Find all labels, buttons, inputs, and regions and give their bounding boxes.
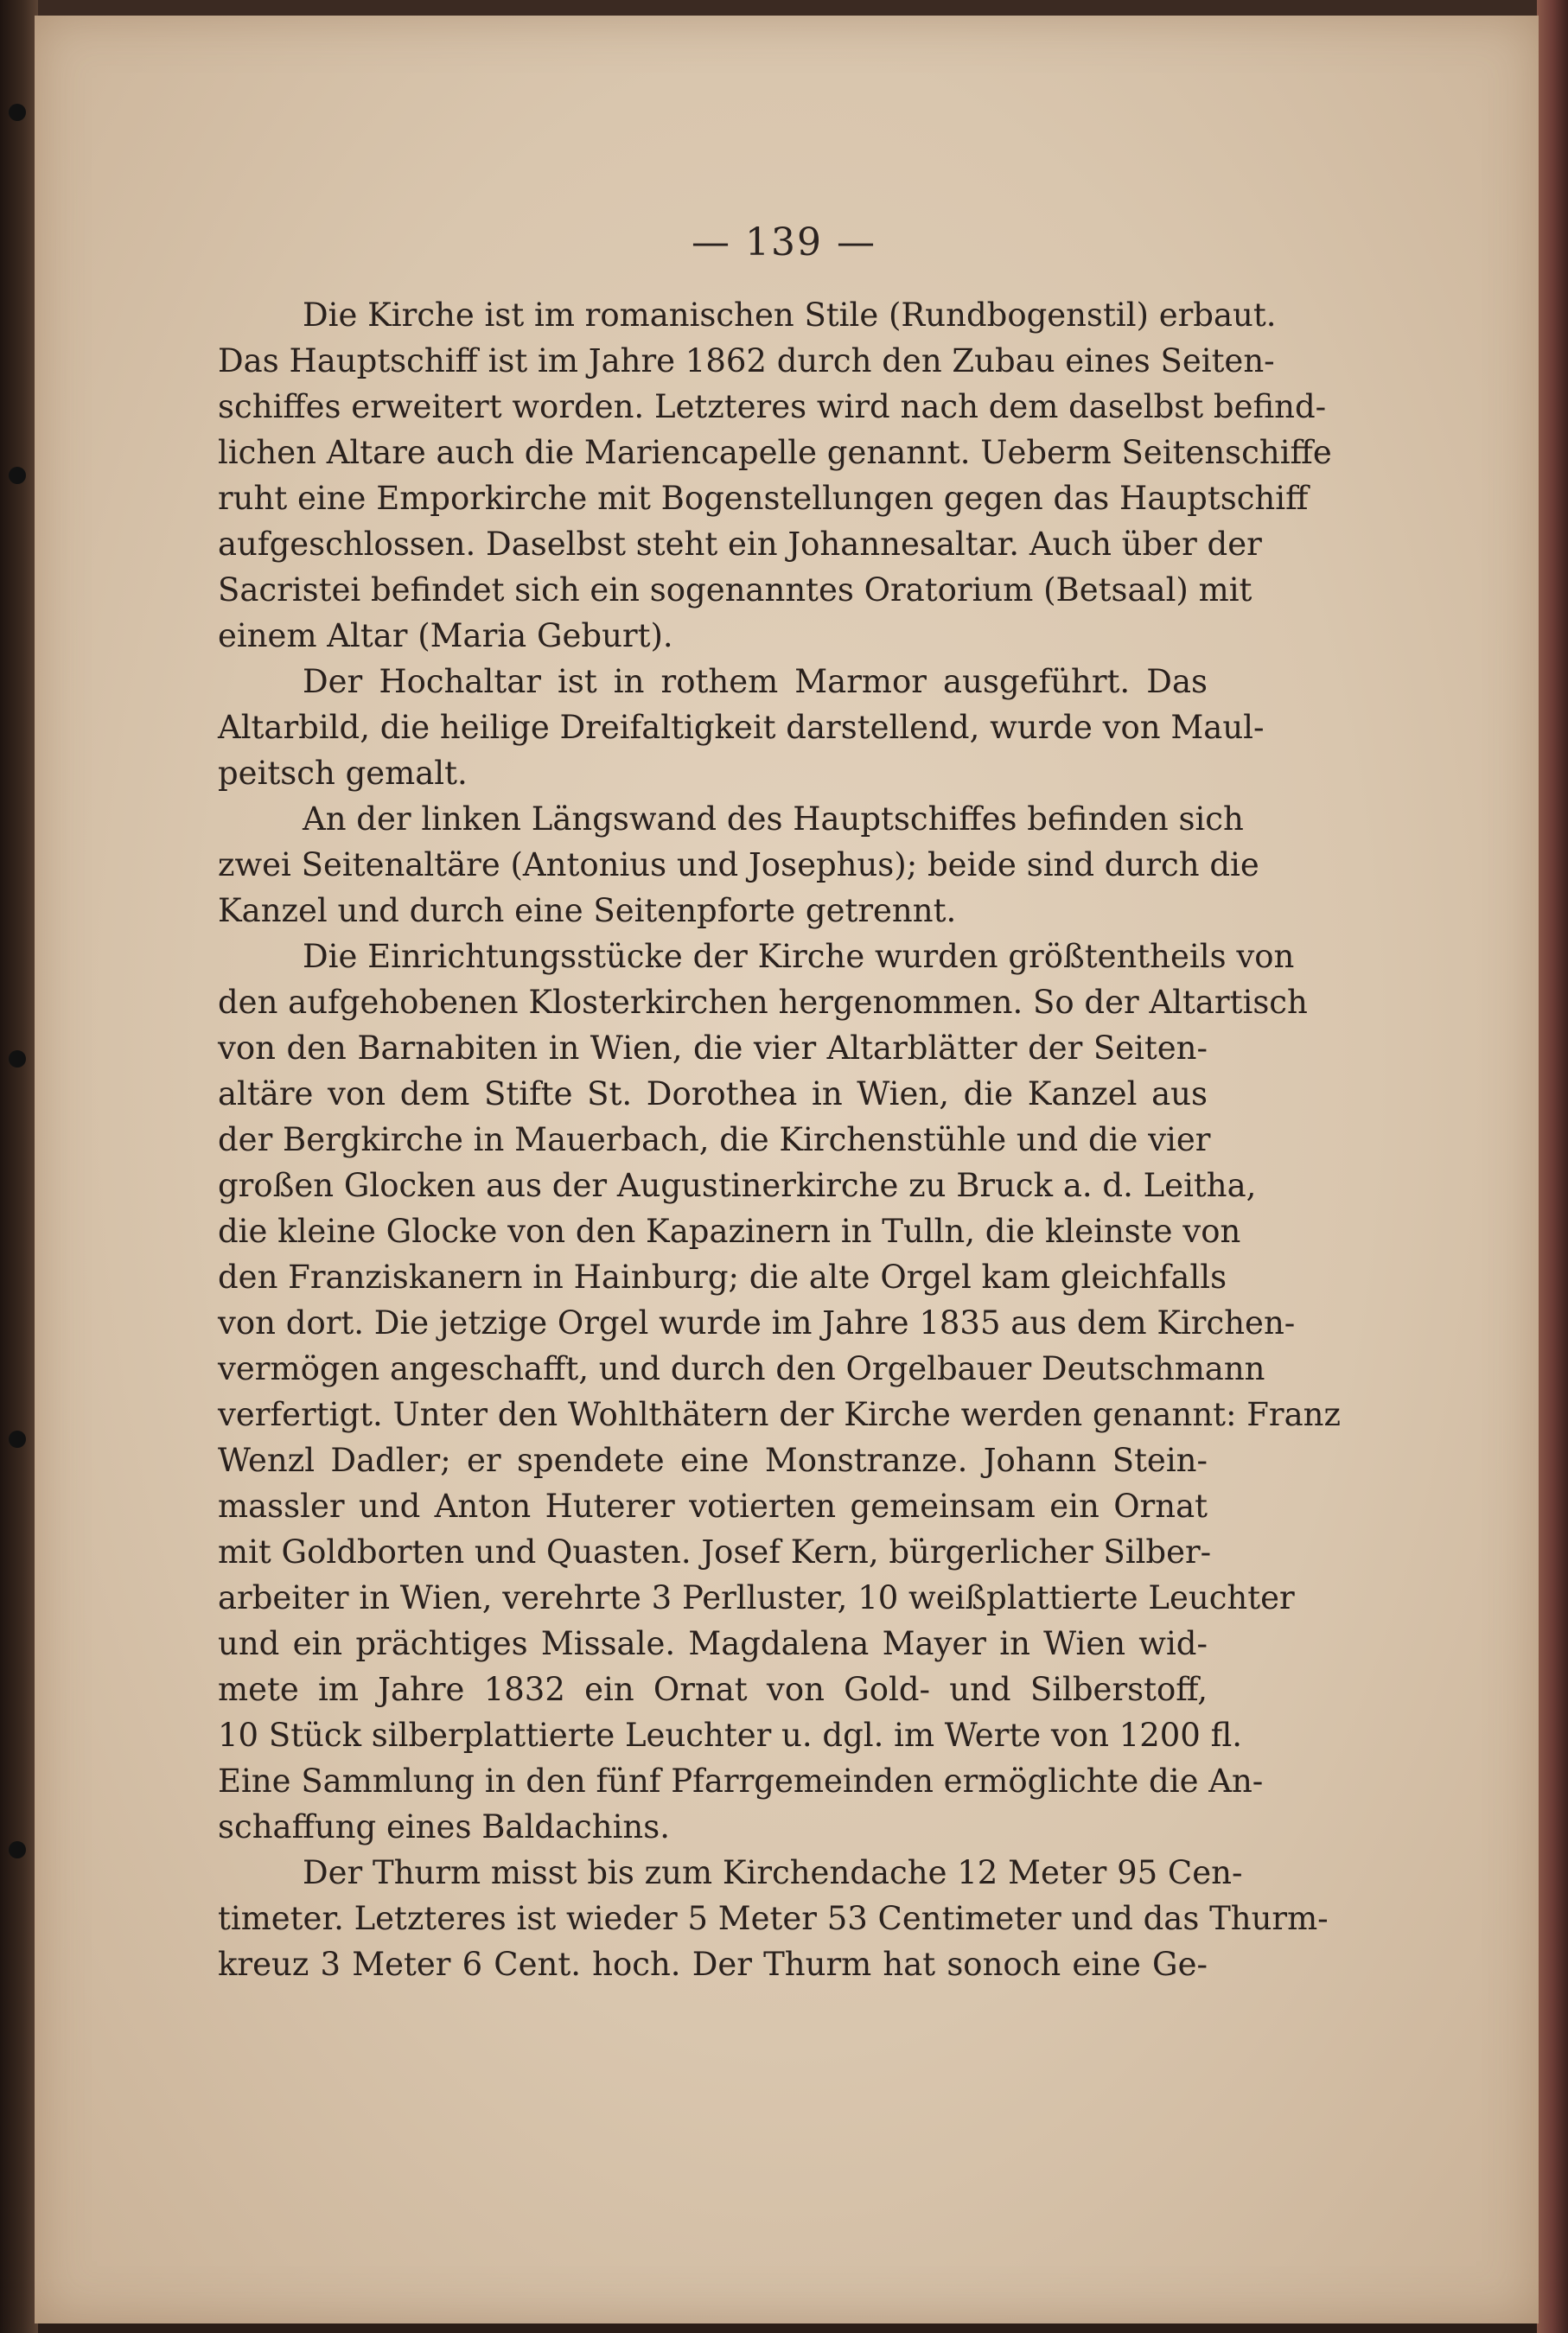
text-line: mit Goldborten und Quasten. Josef Kern, bürgerlicher Silber- — [218, 1533, 1212, 1571]
text-line: der Bergkirche in Mauerbach, die Kirchenstühle und die vier — [218, 1121, 1211, 1158]
text-line: peitsch gemalt. — [218, 755, 468, 792]
text-line: ruht eine Emporkirche mit Bogenstellungen gegen das Hauptschiff — [218, 480, 1309, 517]
text-line: Das Hauptschiff ist im Jahre 1862 durch den Zubau eines Seiten- — [218, 342, 1275, 379]
text-line: Die Kirche ist im romanischen Stile (Rundbogenstil) erbaut. — [303, 296, 1277, 334]
text-line: 10 Stück silberplattierte Leuchter u. dgl. im Werte von 1200 fl. — [218, 1717, 1243, 1754]
text-line: mete im Jahre 1832 ein Ornat von Gold- und Silberstoff, — [218, 1671, 1208, 1708]
binding-stitch — [9, 467, 26, 484]
book-top-edge — [0, 0, 1568, 17]
book-spine — [0, 0, 38, 2333]
text-line: aufgeschlossen. Daselbst steht ein Johannesaltar. Auch über der — [218, 526, 1262, 563]
text-line: großen Glocken aus der Augustinerkirche zu Bruck a. d. Leitha, — [218, 1167, 1257, 1204]
text-line: den Franziskanern in Hainburg; die alte Orgel kam gleichfalls — [218, 1259, 1227, 1296]
text-line: arbeiter in Wien, verehrte 3 Perlluster, 10 weißplattierte Leuchter — [218, 1579, 1295, 1616]
text-line: Wenzl Dadler; er spendete eine Monstranze. Johann Stein- — [218, 1442, 1208, 1479]
book-right-edge — [1537, 0, 1568, 2333]
text-line: Sacristei befindet sich ein sogenanntes Oratorium (Betsaal) mit — [218, 571, 1252, 609]
binding-stitch — [9, 1050, 26, 1068]
text-line: Der Hochaltar ist in rothem Marmor ausgeführt. Das — [303, 663, 1208, 700]
binding-stitch — [9, 1841, 26, 1858]
text-line: Die Einrichtungsstücke der Kirche wurden größtentheils von — [303, 938, 1295, 975]
text-line: Altarbild, die heilige Dreifaltigkeit darstellend, wurde von Maul- — [218, 709, 1265, 746]
text-line: Eine Sammlung in den fünf Pfarrgemeinden ermöglichte die An- — [218, 1762, 1264, 1800]
text-line: und ein prächtiges Missale. Magdalena Mayer in Wien wid- — [218, 1625, 1208, 1662]
text-line: lichen Altare auch die Mariencapelle genannt. Ueberm Seitenschiffe — [218, 434, 1332, 471]
text-line: timeter. Letzteres ist wieder 5 Meter 53 Centimeter und das Thurm- — [218, 1900, 1329, 1937]
text-line: Der Thurm misst bis zum Kirchendache 12 Meter 95 Cen- — [303, 1854, 1243, 1891]
page-number: — 139 — — [692, 220, 876, 265]
text-line: einem Altar (Maria Geburt). — [218, 617, 673, 654]
text-line: Kanzel und durch eine Seitenpforte getrennt. — [218, 892, 957, 929]
text-line: massler und Anton Huterer votierten gemeinsam ein Ornat — [218, 1488, 1208, 1525]
text-line: verfertigt. Unter den Wohlthätern der Kirche werden genannt: Franz — [218, 1396, 1341, 1433]
text-line: altäre von dem Stifte St. Dorothea in Wien, die Kanzel aus — [218, 1075, 1208, 1112]
text-line: An der linken Längswand des Hauptschiffes befinden sich — [303, 800, 1244, 838]
text-line: von dort. Die jetzige Orgel wurde im Jahre 1835 aus dem Kirchen- — [218, 1304, 1296, 1342]
text-line: die kleine Glocke von den Kapazinern in Tulln, die kleinste von — [218, 1213, 1241, 1250]
binding-stitch — [9, 104, 26, 121]
text-line: schiffes erweitert worden. Letzteres wird nach dem daselbst befind- — [218, 388, 1327, 425]
text-line: den aufgehobenen Klosterkirchen hergenommen. So der Altartisch — [218, 984, 1308, 1021]
body-text — [218, 292, 1341, 1987]
text-line: von den Barnabiten in Wien, die vier Altarblätter der Seiten- — [218, 1029, 1208, 1067]
text-line: zwei Seitenaltäre (Antonius und Josephus); beide sind durch die — [218, 846, 1259, 883]
text-line: kreuz 3 Meter 6 Cent. hoch. Der Thurm hat sonoch eine Ge- — [218, 1946, 1208, 1983]
text-line: schaffung eines Baldachins. — [218, 1808, 670, 1845]
text-line: vermögen angeschafft, und durch den Orgelbauer Deutschmann — [218, 1350, 1265, 1387]
binding-stitch — [9, 1431, 26, 1448]
